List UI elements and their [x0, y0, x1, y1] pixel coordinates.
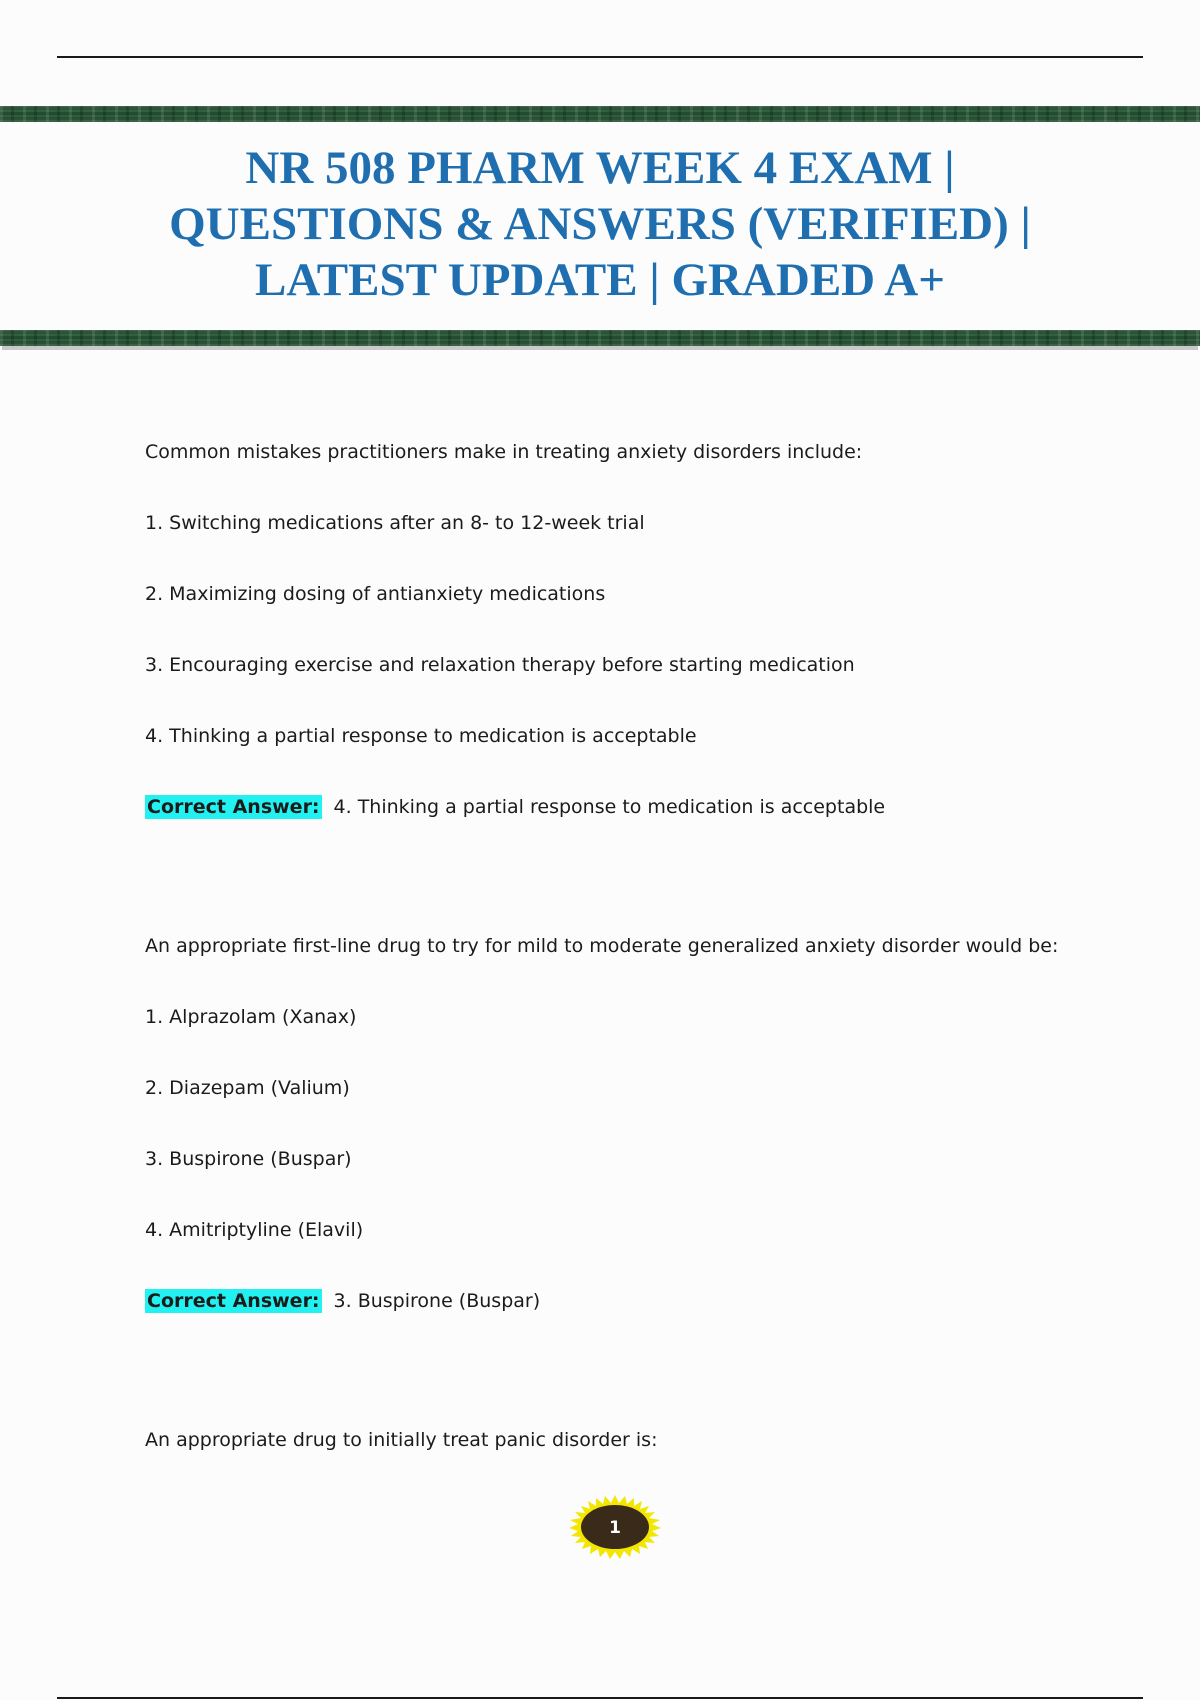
correct-answer-line	[145, 1287, 1105, 1358]
title-line-3: LATEST UPDATE | GRADED A+	[254, 254, 946, 306]
question-stem: Common mistakes practitioners make in treating anxiety disorders include:	[145, 441, 863, 463]
document-title	[0, 140, 1200, 308]
question-stem: An appropriate drug to initially treat panic disorder is:	[145, 1429, 658, 1451]
question-spacer	[145, 864, 1105, 932]
decorative-band-bottom	[0, 330, 1200, 346]
correct-answer-label: Correct Answer:	[147, 796, 320, 818]
question-block	[145, 1426, 1105, 1497]
answer-option: 4. Amitriptyline (Elavil)	[145, 1219, 364, 1241]
answer-option: 2. Maximizing dosing of antianxiety medications	[145, 583, 606, 605]
correct-answer-label: Correct Answer:	[147, 1290, 320, 1312]
answer-option: 3. Encouraging exercise and relaxation therapy before starting medication	[145, 654, 855, 676]
correct-answer-text: 4. Thinking a partial response to medication is acceptable	[333, 796, 886, 818]
page-number-badge	[568, 1494, 662, 1560]
question-spacer	[145, 1358, 1105, 1426]
answer-option: 1. Switching medications after an 8- to 12-week trial	[145, 512, 645, 534]
question-block	[145, 932, 1105, 1358]
question-block	[145, 438, 1105, 864]
footer-rule	[57, 1697, 1143, 1699]
page-number: 1	[609, 1518, 621, 1538]
correct-answer-line	[145, 793, 1105, 864]
correct-answer-text: 3. Buspirone (Buspar)	[333, 1290, 541, 1312]
title-line-1: NR 508 PHARM WEEK 4 EXAM |	[245, 142, 955, 194]
title-line-2: QUESTIONS & ANSWERS (VERIFIED) |	[169, 198, 1031, 250]
answer-option: 2. Diazepam (Valium)	[145, 1077, 350, 1099]
question-stem: An appropriate first-line drug to try for mild to moderate generalized anxiety disorder would be:	[145, 935, 1059, 957]
answer-option: 1. Alprazolam (Xanax)	[145, 1006, 357, 1028]
answer-option: 4. Thinking a partial response to medication is acceptable	[145, 725, 697, 747]
answer-option: 3. Buspirone (Buspar)	[145, 1148, 352, 1170]
header-rule	[57, 56, 1143, 58]
decorative-band-top	[0, 106, 1200, 122]
question-list	[145, 438, 1105, 1497]
